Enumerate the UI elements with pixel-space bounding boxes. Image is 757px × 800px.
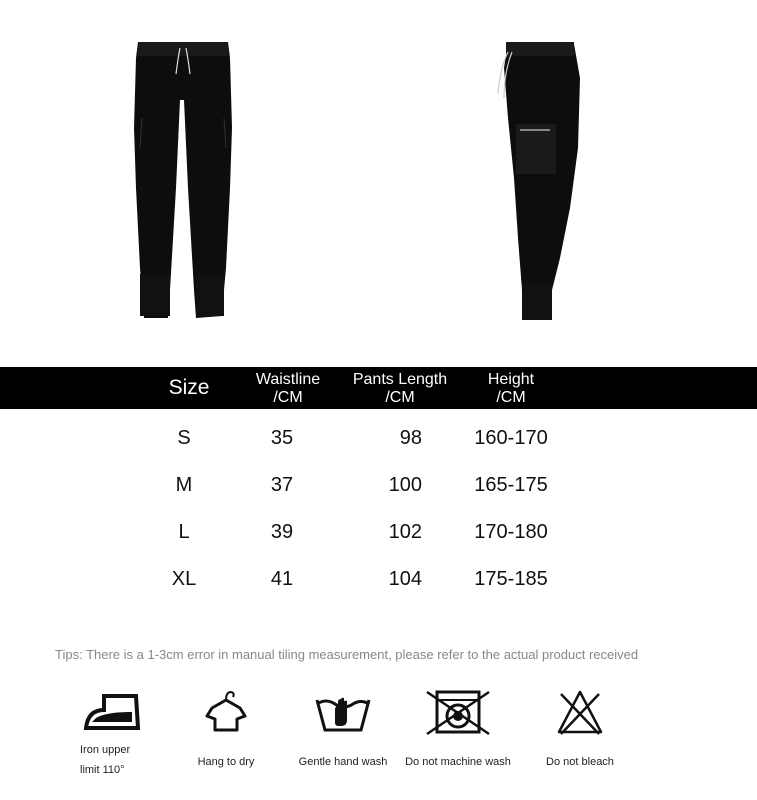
table-row (0, 423, 757, 453)
pants-front-image (132, 38, 234, 320)
care-hang-dry: Hang to dry (186, 688, 266, 772)
table-row (0, 470, 757, 500)
no-bleach-icon (555, 688, 605, 736)
size-table-header (0, 367, 757, 409)
cell-waistline: 35 (270, 427, 294, 449)
cell-size: L (178, 521, 190, 543)
table-row (0, 517, 757, 547)
cell-waistline: 41 (270, 568, 294, 590)
cell-height: 170-180 (474, 521, 548, 543)
care-no-bleach: Do not bleach (538, 688, 622, 772)
hand-wash-icon (313, 688, 373, 734)
cell-height: 160-170 (474, 427, 548, 449)
care-iron: Iron upper limit 110° (80, 688, 146, 780)
pants-side-image (494, 38, 584, 322)
header-waistline: Waistline /CM (255, 371, 321, 406)
cell-pants-length: 104 (388, 568, 422, 590)
cell-pants-length: 98 (399, 427, 422, 449)
cell-height: 165-175 (474, 474, 548, 496)
cell-height: 175-185 (474, 568, 548, 590)
care-no-machine-wash: Do not machine wash (398, 688, 518, 772)
cell-waistline: 37 (270, 474, 294, 496)
iron-icon (82, 688, 142, 734)
header-height: Height /CM (487, 371, 535, 406)
cell-pants-length: 100 (388, 474, 422, 496)
cell-size: XL (171, 568, 197, 590)
cell-size: S (177, 427, 191, 449)
hang-dry-icon (204, 688, 248, 734)
header-pants-length: Pants Length /CM (352, 371, 448, 406)
care-hand-wash: Gentle hand wash (292, 688, 394, 772)
cell-pants-length: 102 (388, 521, 422, 543)
table-row (0, 564, 757, 594)
tips-text: Tips: There is a 1-3cm error in manual tiling measurement, please refer to the actual product received (55, 647, 639, 662)
header-size: Size (168, 376, 210, 399)
no-machine-wash-icon (423, 688, 493, 736)
cell-waistline: 39 (270, 521, 294, 543)
cell-size: M (175, 474, 193, 496)
